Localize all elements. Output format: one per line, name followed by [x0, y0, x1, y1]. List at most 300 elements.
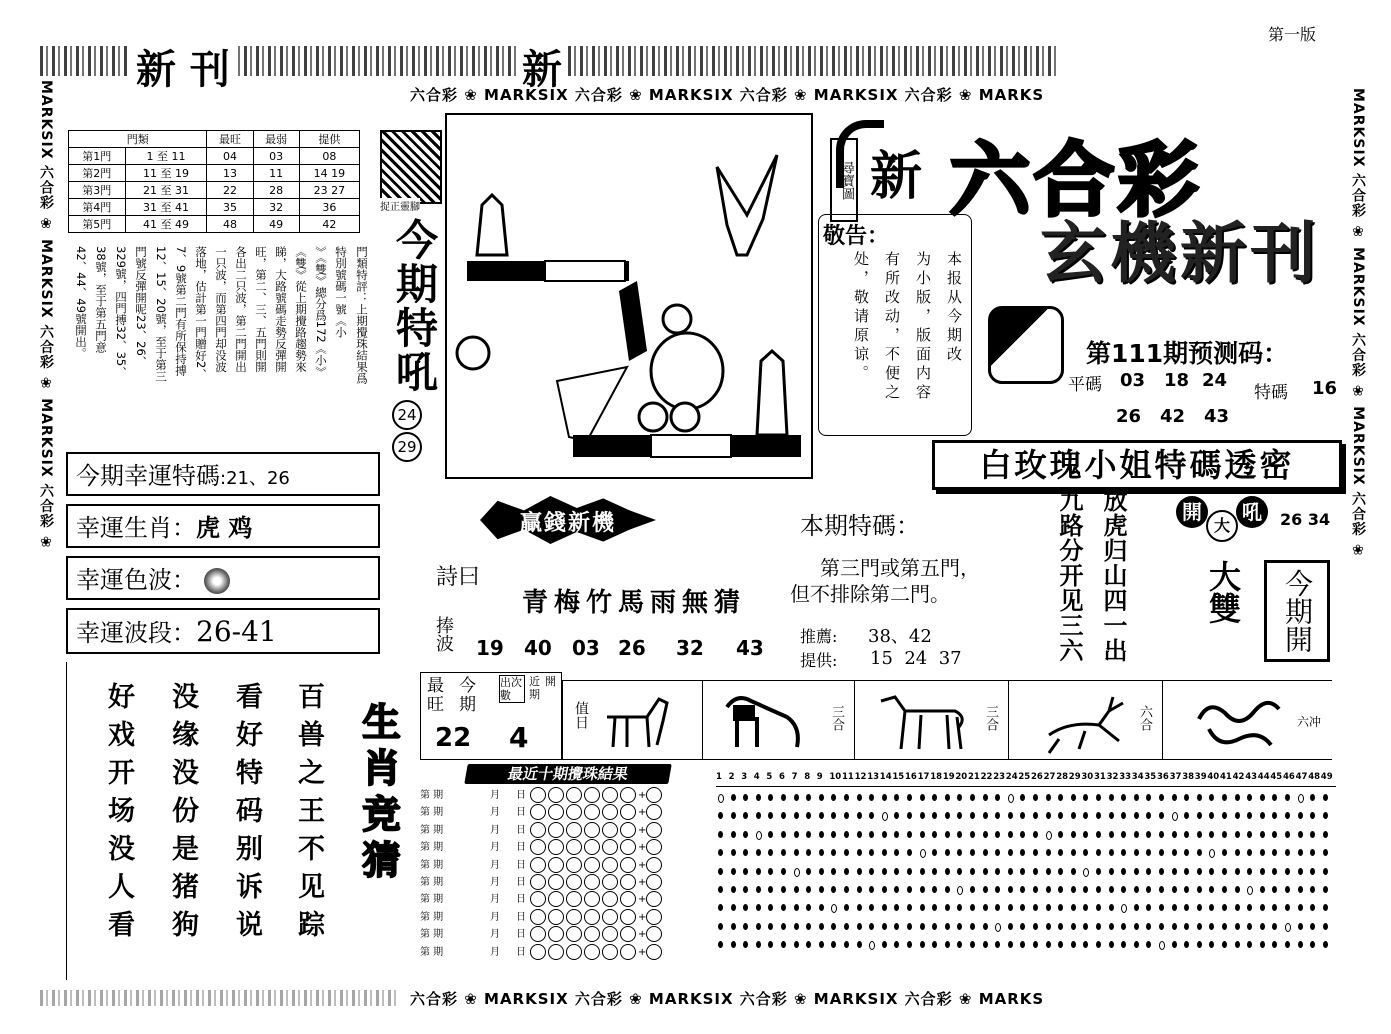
- commentary-col: 一只波，而第四門却没波: [214, 246, 228, 373]
- grid-dot: [1197, 941, 1202, 948]
- grid-dot: [1096, 812, 1101, 819]
- grid-dot: [995, 849, 1000, 856]
- grid-dot: [1285, 849, 1290, 856]
- horse-icon: [875, 687, 975, 753]
- lucky-zodiac-value: 虎 鸡: [196, 514, 253, 542]
- result-month: 月: [490, 877, 500, 888]
- ball-slot: [646, 874, 662, 890]
- cell: 41 至 49: [125, 216, 207, 233]
- grid-dot: [1235, 886, 1240, 893]
- verse-col-1: 放虎归山四一出: [1099, 488, 1127, 663]
- cell: 11: [253, 165, 299, 182]
- grid-dot: [806, 941, 811, 948]
- grid-dot: [1159, 849, 1164, 856]
- dragon-icon: [1189, 689, 1289, 755]
- grid-dot: [718, 941, 723, 948]
- grid-dot: [1058, 923, 1063, 930]
- grid-dot: [907, 904, 912, 911]
- grid-dot: [882, 831, 887, 838]
- grid-dot: [932, 886, 937, 893]
- grid-dot: [1298, 923, 1303, 930]
- grid-dot: [1172, 923, 1177, 930]
- commentary-col: 各出二只波，第二門開出: [234, 246, 248, 373]
- grid-dot: [844, 849, 849, 856]
- top-banner: 六合彩 ❀ MARKSIX 六合彩 ❀ MARKSIX 六合彩 ❀ MARKSIX 六合彩 ❀ MARKS: [410, 86, 1045, 104]
- grid-dot: [1121, 794, 1126, 801]
- grid-dot: [1071, 831, 1076, 838]
- zodiac-strip: [562, 680, 1332, 760]
- ball-slot: [602, 909, 618, 925]
- grid-dot: [882, 868, 887, 875]
- ball-slot: [566, 839, 582, 855]
- grid-dot: [1310, 923, 1315, 930]
- table-row: [69, 216, 360, 233]
- grid-dot: [794, 941, 799, 948]
- grid-dot: [1209, 812, 1214, 819]
- grid-col-number: 11: [842, 772, 854, 782]
- ball-slot: [530, 787, 546, 803]
- grid-dot: [1172, 868, 1177, 875]
- grid-dot: [1159, 941, 1165, 950]
- grid-col-number: 9: [816, 772, 823, 782]
- grid-dot: [1184, 904, 1189, 911]
- ball-slot: [620, 926, 636, 942]
- grid-dot: [957, 794, 962, 801]
- forecast-flat-2: 18: [1164, 370, 1190, 391]
- grid-dot: [1197, 849, 1202, 856]
- cell: 22: [207, 182, 253, 199]
- grid-dot: [1046, 868, 1051, 875]
- table-row: [69, 165, 360, 182]
- this-special-label: 本期特碼：: [800, 512, 920, 540]
- grid-dot: [806, 812, 811, 819]
- grid-dot: [920, 831, 925, 838]
- grid-col-number: 10: [829, 772, 842, 782]
- grid-dot: [995, 923, 1001, 932]
- grid-dot: [1109, 868, 1114, 875]
- offer-value: 15 24 37: [870, 648, 962, 669]
- result-day: 日: [516, 911, 526, 923]
- notice-col: 本报从今期改: [945, 251, 963, 365]
- grid-dot: [844, 831, 849, 838]
- ball-slot: [566, 944, 582, 960]
- grid-dot: [957, 868, 962, 875]
- grid-dot: [819, 904, 824, 911]
- grid-dot: [869, 923, 874, 930]
- plus-sign: +: [638, 946, 647, 958]
- grid-dot: [995, 812, 1000, 819]
- grid-col-number: 18: [930, 772, 943, 782]
- grid-col-number: 47: [1295, 772, 1308, 782]
- ball-slot: [602, 804, 618, 820]
- notice-col: 处，敬请原谅。: [852, 251, 870, 384]
- plus-sign: +: [638, 877, 647, 888]
- grid-dot: [806, 923, 811, 930]
- roar-open-2: 大: [1206, 510, 1238, 542]
- ball-slot: [620, 787, 636, 803]
- grid-dot: [756, 868, 761, 875]
- result-month: 月: [490, 859, 500, 871]
- forecast-flat-1: 03: [1120, 370, 1146, 391]
- grid-dot: [1109, 794, 1114, 801]
- commentary-col: 7、9號第二門有所保持搏: [174, 246, 188, 376]
- cell: 28: [253, 182, 299, 199]
- result-day: 日: [516, 929, 526, 941]
- ball-slot: [548, 874, 564, 890]
- grid-dot: [731, 849, 736, 856]
- grid-dot: [831, 904, 837, 913]
- lucky-band-value: 26-41: [196, 615, 277, 648]
- grid-dot: [882, 923, 887, 930]
- plus-sign: +: [638, 807, 647, 819]
- cell: 第1門: [69, 148, 126, 165]
- grid-dot: [920, 923, 925, 930]
- grid-dot: [1083, 868, 1089, 877]
- commentary-col: 12、15、20號，至于第三: [154, 246, 168, 382]
- bottom-banner: 六合彩 ❀ MARKSIX 六合彩 ❀ MARKSIX 六合彩 ❀ MARKSIX 六合彩 ❀ MARKS: [410, 990, 1045, 1008]
- grid-dot: [1058, 941, 1063, 948]
- stats-period-label: 今期: [459, 676, 476, 715]
- ball-slot: [646, 839, 662, 855]
- puzzle-drawing: [447, 115, 811, 477]
- grid-dot: [945, 849, 950, 856]
- grid-dot: [1247, 923, 1252, 930]
- grid-dot: [1310, 794, 1315, 801]
- grid-col-number: 49: [1320, 772, 1333, 782]
- grid-dot: [1033, 904, 1038, 911]
- grid-dot: [743, 831, 748, 838]
- grid-dot: [857, 831, 862, 838]
- grid-dot: [1046, 923, 1051, 930]
- cell: 08: [299, 148, 359, 165]
- grid-col-number: 27: [1043, 772, 1056, 782]
- ball-slot: [602, 944, 618, 960]
- pick-num-3: 03: [572, 636, 600, 660]
- grid-dot: [995, 794, 1000, 801]
- commentary-col: 特別號碼一號《小: [334, 246, 348, 338]
- grid-dot: [882, 886, 887, 893]
- grid-col-number: 25: [1018, 772, 1031, 782]
- result-issue: 第 期: [420, 877, 444, 888]
- ball-slot: [530, 804, 546, 820]
- forecast-special-label: 特碼: [1254, 383, 1288, 403]
- grid-dot: [743, 812, 748, 819]
- ball-slot: [646, 891, 662, 907]
- grid-dot: [756, 941, 761, 948]
- grid-dot: [869, 812, 874, 819]
- grid-dot: [1235, 941, 1240, 948]
- grid-dot: [1272, 868, 1277, 875]
- zodiac-tag-5: 六冲: [1297, 715, 1322, 729]
- grid-dot: [1285, 886, 1290, 893]
- stats-open-label: 開: [545, 675, 556, 688]
- grid-dot: [1235, 812, 1240, 819]
- grid-dot: [970, 941, 975, 948]
- grid-dot: [957, 904, 962, 911]
- stats-count: 4: [509, 721, 529, 754]
- zodiac-card-4: [1008, 681, 1163, 759]
- tiger-icon: [717, 687, 807, 753]
- grid-dot: [1083, 923, 1088, 930]
- ball-slot: [646, 822, 662, 838]
- grid-dot: [794, 794, 799, 801]
- poem-col-1: 百兽之王不见踪: [293, 682, 324, 948]
- grid-dot: [781, 794, 786, 801]
- grid-dot: [1184, 849, 1189, 856]
- zodiac-tag-2: 三合: [829, 705, 844, 731]
- grid-dot: [1134, 941, 1139, 948]
- result-day: 日: [516, 842, 526, 854]
- cell: 31 至 41: [125, 199, 207, 216]
- grid-dot: [932, 904, 937, 911]
- grid-dot: [970, 886, 975, 893]
- grid-dot: [983, 868, 988, 875]
- grid-dot: [768, 886, 773, 893]
- grid-dot: [1033, 794, 1038, 801]
- grid-col-number: 2: [728, 772, 735, 782]
- result-day: 日: [516, 859, 526, 871]
- poem-badge: 生肖竞猜: [356, 702, 400, 886]
- grid-dot: [1008, 904, 1013, 911]
- grid-dot: [907, 941, 912, 948]
- grid-dot: [731, 941, 736, 948]
- grid-dot: [1058, 886, 1063, 893]
- grid-dot: [1071, 886, 1076, 893]
- lucky-band-label: 幸運波段：: [76, 619, 196, 647]
- title-lhc: 六合彩: [950, 134, 1202, 227]
- grid-dot: [1121, 941, 1126, 948]
- plus-sign: +: [638, 824, 647, 836]
- grid-dot: [1209, 794, 1214, 801]
- grid-dot: [806, 849, 811, 856]
- grid-dot: [920, 868, 925, 875]
- ball-slot: [584, 909, 600, 925]
- grid-dot: [1121, 812, 1126, 819]
- ball-slot: [584, 822, 600, 838]
- grid-dot: [1146, 849, 1151, 856]
- grid-col-number: 15: [892, 772, 905, 782]
- grid-dot: [1033, 886, 1038, 893]
- grid-dot: [1033, 941, 1038, 948]
- grid-dot: [1109, 812, 1114, 819]
- grid-dot: [1046, 849, 1051, 856]
- grid-dot: [1298, 904, 1303, 911]
- lucky-zodiac-row: [66, 504, 380, 548]
- grid-dot: [1235, 831, 1240, 838]
- grid-dot: [932, 831, 937, 838]
- grid-dot: [1109, 923, 1114, 930]
- grid-dot: [718, 812, 723, 819]
- ball-slot: [646, 909, 662, 925]
- stats-panel: [420, 672, 562, 760]
- grid-dot: [1046, 831, 1052, 840]
- grid-dot: [1159, 886, 1164, 893]
- grid-dot: [1197, 923, 1202, 930]
- grid-dot: [1323, 849, 1328, 856]
- grid-dot: [718, 794, 724, 803]
- commentary-block: [60, 246, 370, 446]
- result-issue: 第 期: [420, 807, 444, 819]
- ball-slot: [530, 839, 546, 855]
- grid-dot: [920, 794, 925, 801]
- title-xin: 新: [870, 146, 923, 207]
- grid-dot: [743, 794, 748, 801]
- grid-dot: [768, 868, 773, 875]
- grid-dot: [756, 904, 761, 911]
- grid-dot: [756, 923, 761, 930]
- grid-dot: [806, 868, 811, 875]
- grid-dot: [957, 886, 963, 895]
- grid-dot: [794, 923, 799, 930]
- grid-dot: [1285, 904, 1290, 911]
- grid-dot: [1247, 904, 1252, 911]
- grid-dot: [1096, 886, 1101, 893]
- result-month: 月: [490, 790, 500, 801]
- grid-dot: [1272, 849, 1277, 856]
- grid-dot: [1134, 794, 1139, 801]
- result-row: [420, 856, 664, 873]
- grid-dot: [869, 868, 874, 875]
- grid-dot: [1121, 886, 1126, 893]
- grid-dot: [1146, 923, 1151, 930]
- grid-dot: [1172, 904, 1177, 911]
- grid-dot: [1285, 868, 1290, 875]
- result-month: 月: [490, 824, 500, 836]
- grid-dot: [882, 849, 887, 856]
- roar-open-box: 今期開: [1264, 560, 1330, 662]
- grid-dot: [932, 941, 937, 948]
- result-issue: 第 期: [420, 824, 444, 836]
- grid-dot: [1209, 831, 1214, 838]
- grid-dot: [970, 794, 975, 801]
- grid-dot: [1272, 831, 1277, 838]
- grid-dot: [1310, 904, 1315, 911]
- table-row: [69, 148, 360, 165]
- grid-dot: [1008, 923, 1013, 930]
- grid-dot: [1083, 849, 1088, 856]
- grid-col-number: 48: [1308, 772, 1321, 782]
- lucky-special-row: [66, 452, 380, 496]
- grid-dot: [1222, 794, 1227, 801]
- grid-dot: [844, 812, 849, 819]
- grid-col-number: 7: [791, 772, 798, 782]
- grid-dot: [970, 812, 975, 819]
- grid-dot: [1209, 849, 1215, 858]
- roar-big: 大雙: [1204, 560, 1242, 624]
- grid-dot: [1020, 812, 1025, 819]
- grid-dot: [907, 923, 912, 930]
- title-sub: 玄機新刊: [1040, 215, 1320, 292]
- ball-slot: [602, 787, 618, 803]
- ball-slot: [530, 857, 546, 873]
- grid-dot: [831, 886, 836, 893]
- grid-dot: [1033, 812, 1038, 819]
- grid-dot: [857, 886, 862, 893]
- grid-dot: [1109, 941, 1114, 948]
- result-issue: 第 期: [420, 790, 444, 801]
- grid-dot: [731, 886, 736, 893]
- grid-dot: [983, 812, 988, 819]
- grid-dot: [1260, 886, 1265, 893]
- grid-dot: [1096, 849, 1101, 856]
- cell: 第5門: [69, 216, 126, 233]
- grid-dot: [1046, 941, 1051, 948]
- rec-label: 推薦:: [800, 627, 838, 646]
- grid-dot: [1222, 941, 1227, 948]
- grid-dot: [1260, 831, 1265, 838]
- result-row: [420, 786, 664, 803]
- grid-dot: [1247, 812, 1252, 819]
- grid-dot: [882, 941, 887, 948]
- grid-dot: [1323, 794, 1328, 801]
- grid-dot: [920, 904, 925, 911]
- grid-dot: [894, 868, 899, 875]
- ball-slot: [548, 944, 564, 960]
- grid-dot: [806, 831, 811, 838]
- grid-dot: [743, 923, 748, 930]
- grid-dot: [1222, 812, 1227, 819]
- grid-dot: [1020, 923, 1025, 930]
- commentary-col: 》《雙》總分爲172《小》: [314, 246, 328, 378]
- grid-dot: [857, 794, 862, 801]
- grid-dot: [907, 849, 912, 856]
- grid-col-number: 28: [1056, 772, 1069, 782]
- cell: 48: [207, 216, 253, 233]
- grid-col-number: 42: [1232, 772, 1245, 782]
- stats-hot: 22: [435, 723, 472, 753]
- ball-slot: [566, 787, 582, 803]
- grid-dot: [731, 923, 736, 930]
- grid-dot: [857, 941, 862, 948]
- roar-num-1: 24: [392, 400, 422, 430]
- grid-dot: [1310, 849, 1315, 856]
- th-weak: 最弱: [253, 131, 299, 148]
- grid-dot: [1285, 831, 1290, 838]
- grid-dot: [756, 794, 761, 801]
- ball-slot: [646, 944, 662, 960]
- grid-dot: [1134, 886, 1139, 893]
- lucky-color-label: 幸運色波：: [76, 566, 196, 594]
- grid-dot: [768, 849, 773, 856]
- grid-dot: [819, 794, 824, 801]
- zodiac-tag-3: 三合: [983, 705, 998, 731]
- grid-dot: [1096, 868, 1101, 875]
- grid-dot: [1298, 886, 1303, 893]
- poem-col-4: 好戏开场没人看: [103, 682, 134, 948]
- grid-dot: [1235, 868, 1240, 875]
- grid-dot: [831, 923, 836, 930]
- grid-dot: [1272, 812, 1277, 819]
- grid-dot: [920, 941, 925, 948]
- grid-dot: [995, 904, 1000, 911]
- grid-dot: [1272, 886, 1277, 893]
- plus-sign: +: [638, 842, 647, 854]
- grid-dot: [831, 831, 836, 838]
- grid-dot: [1008, 794, 1014, 803]
- grid-dot: [1083, 831, 1088, 838]
- grid-dot: [970, 923, 975, 930]
- grid-dot: [894, 812, 899, 819]
- grid-dot: [1083, 794, 1088, 801]
- ball-slot: [548, 839, 564, 855]
- grid-col-number: 12: [854, 772, 867, 782]
- grid-dot: [1260, 923, 1265, 930]
- grid-dot: [1058, 904, 1063, 911]
- ball-slot: [602, 891, 618, 907]
- roar-nums: 26 34: [1280, 510, 1331, 529]
- grid-dot: [1184, 868, 1189, 875]
- grid-dot: [781, 923, 786, 930]
